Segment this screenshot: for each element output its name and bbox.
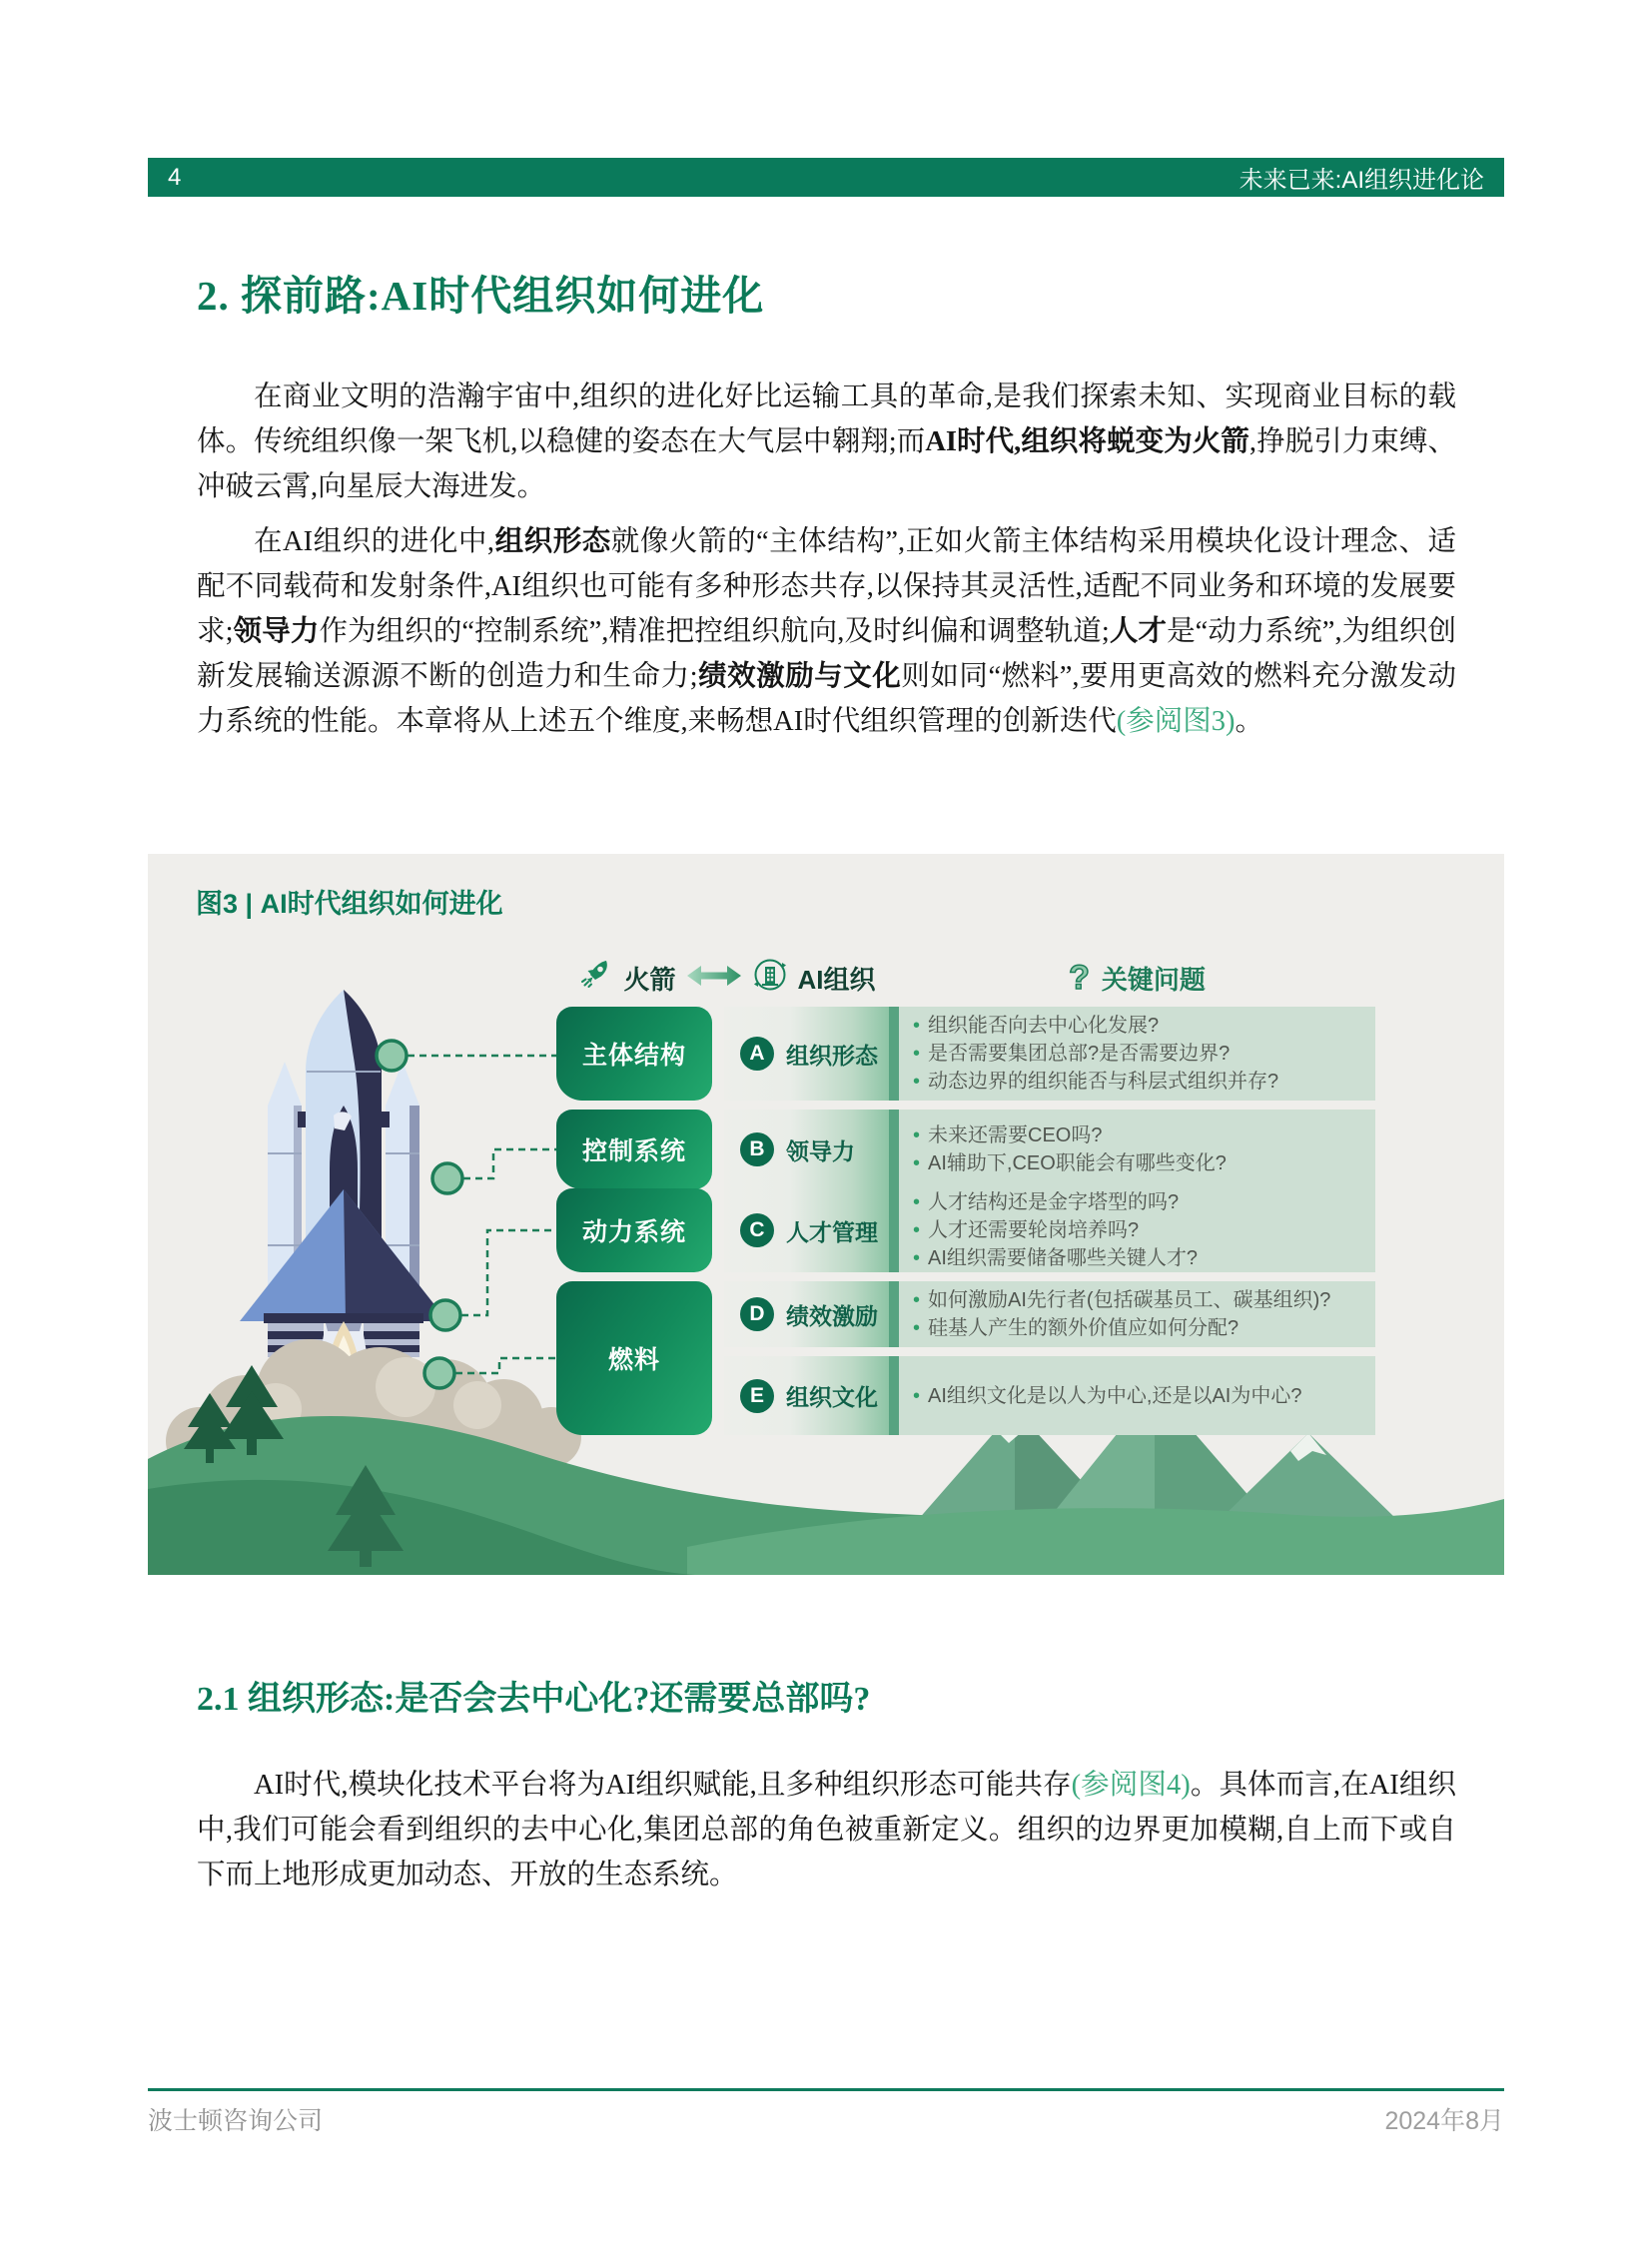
paragraph-2-bold: 组织形态 xyxy=(494,526,611,557)
stage-row-e xyxy=(724,1356,899,1435)
question-item: • 人才结构还是金字塔型的吗? xyxy=(913,1188,1365,1216)
question-item: • 硅基人产生的额外价值应如何分配? xyxy=(913,1314,1365,1342)
key-questions-c xyxy=(899,1188,1375,1272)
stage-label-c: 人才管理 xyxy=(786,1218,878,1245)
rocket-part-box-power: 动力系统 xyxy=(556,1188,712,1272)
paragraph-2-text: 是“动力系统”,为组织创新发展输送源源不断的创造力和生命力; xyxy=(197,616,1456,692)
paragraph-2-bold: 领导力 xyxy=(233,616,320,647)
section-2-1-title: 2.1 组织形态:是否会去中心化?还需要总部吗? xyxy=(197,1681,871,1718)
stage-label-d: 绩效激励 xyxy=(786,1302,878,1329)
figure-4-link[interactable]: (参阅图4) xyxy=(1071,1770,1191,1801)
key-questions-e xyxy=(899,1356,1375,1435)
chapter-title: 2. 探前路:AI时代组织如何进化 xyxy=(197,273,765,319)
connector-lines xyxy=(408,1056,556,1373)
paragraph-2 xyxy=(197,519,1456,744)
key-questions-a xyxy=(899,1007,1375,1101)
footer-rule xyxy=(148,2088,1504,2091)
footer-date: 2024年8月 xyxy=(1384,2107,1504,2135)
paragraph-2-text: 。 xyxy=(1235,706,1263,737)
stage-label-a: 组织形态 xyxy=(786,1042,878,1069)
question-item: • 如何激励AI先行者(包括碳基员工、碳基组织)? xyxy=(913,1286,1365,1314)
rocket-part-box-fuel: 燃料 xyxy=(556,1281,712,1435)
paragraph-3 xyxy=(197,1763,1456,1897)
page-header xyxy=(148,158,1504,197)
stage-badge-d: D xyxy=(740,1297,774,1331)
double-arrow-icon xyxy=(686,963,742,994)
stage-label-e: 组织文化 xyxy=(786,1384,878,1410)
stage-row-b xyxy=(724,1110,899,1189)
stage-badge-e: E xyxy=(740,1379,774,1413)
question-item: • 未来还需要CEO吗? xyxy=(913,1121,1365,1149)
key-questions-b xyxy=(899,1110,1375,1189)
paragraph-2-text: 就像火箭的“主体结构”,正如火箭主体结构采用模块化设计理念、适配不同载荷和发射条件,AI组织也可能有多种形态共存,以保持其灵活性,适配不同业务和环境的发展要求; xyxy=(197,526,1456,647)
paragraph-3-text: 。具体而言,在AI组织中,我们可能会看到组织的去中心化,集团总部的角色被重新定义。组织的边界更加模糊,自上而下或自下而上地形成更加动态、开放的生态系统。 xyxy=(197,1770,1456,1890)
footer-company: 波士顿咨询公司 xyxy=(148,2107,324,2135)
paragraph-2-bold: 绩效激励与文化 xyxy=(697,661,902,692)
header-title: 未来已来:AI组织进化论 xyxy=(1239,167,1484,194)
paragraph-1-text: ,挣脱引力束缚、冲破云霄,向星辰大海进发。 xyxy=(197,426,1456,502)
paragraph-2-text: 在AI组织的进化中, xyxy=(254,526,495,557)
legend-rocket-label: 火箭 xyxy=(623,964,676,995)
question-item: • AI组织文化是以人为中心,还是以AI为中心? xyxy=(913,1382,1365,1410)
figure-3-link[interactable]: (参阅图3) xyxy=(1116,706,1236,737)
paragraph-1 xyxy=(197,374,1456,509)
stage-row-c xyxy=(724,1188,899,1272)
stage-badge-a: A xyxy=(740,1037,774,1071)
organization-icon xyxy=(752,957,788,1000)
question-item: • 动态边界的组织能否与科层式组织并存? xyxy=(913,1068,1365,1096)
question-item: • 人才还需要轮岗培养吗? xyxy=(913,1216,1365,1244)
legend-questions-label: 关键问题 xyxy=(1101,964,1206,995)
figure-title: 图3 | AI时代组织如何进化 xyxy=(196,889,503,919)
paragraph-3-text: AI时代,模块化技术平台将为AI组织赋能,且多种组织形态可能共存 xyxy=(254,1770,1072,1801)
paragraph-2-bold: 人才 xyxy=(1109,616,1168,647)
question-item: • 是否需要集团总部?是否需要边界? xyxy=(913,1040,1365,1068)
stage-row-d xyxy=(724,1281,899,1347)
rocket-icon xyxy=(579,958,613,999)
paragraph-2-text: 作为组织的“控制系统”,精准把控组织航向,及时纠偏和调整轨道; xyxy=(319,616,1110,647)
paragraph-2-text: 则如同“燃料”,要用更高效的燃料充分激发动力系统的性能。本章将从上述五个维度,来畅想AI时代组织管理的创新迭代 xyxy=(197,661,1456,737)
rocket-graphic xyxy=(240,990,447,1358)
figure-3 xyxy=(148,854,1504,1575)
rocket-part-box-body: 主体结构 xyxy=(556,1007,712,1101)
stage-badge-b: B xyxy=(740,1132,774,1166)
legend-org-label: AI组织 xyxy=(797,964,876,995)
rocket-part-box-control: 控制系统 xyxy=(556,1110,712,1189)
paragraph-1-bold: AI时代,组织将蜕变为火箭 xyxy=(925,426,1249,457)
page-footer xyxy=(148,2101,1504,2137)
key-questions-d xyxy=(899,1281,1375,1347)
question-item: • 组织能否向去中心化发展? xyxy=(913,1012,1365,1040)
paragraph-1-text: 在商业文明的浩瀚宇宙中,组织的进化好比运输工具的革命,是我们探索未知、实现商业目标的载体。传统组织像一架飞机,以稳健的姿态在大气层中翱翔;而 xyxy=(197,381,1456,457)
figure-legend-mapping xyxy=(556,956,899,1000)
stage-row-a xyxy=(724,1007,899,1101)
page-number: 4 xyxy=(168,163,182,191)
question-mark-icon: ? xyxy=(1069,959,1090,997)
stage-badge-c: C xyxy=(740,1213,774,1247)
question-item: • AI辅助下,CEO职能会有哪些变化? xyxy=(913,1149,1365,1177)
figure-legend-questions xyxy=(899,956,1375,1000)
stage-label-b: 领导力 xyxy=(786,1137,855,1164)
question-item: • AI组织需要储备哪些关键人才? xyxy=(913,1244,1365,1272)
